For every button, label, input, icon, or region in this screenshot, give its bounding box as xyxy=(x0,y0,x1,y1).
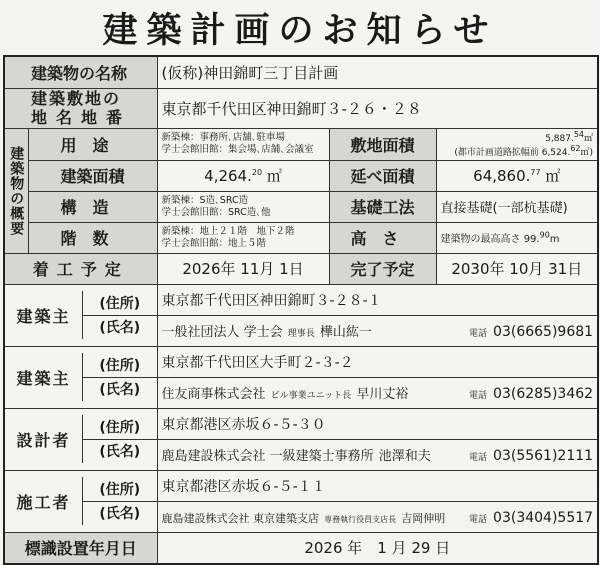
label-site-address-1: 建築敷地の xyxy=(31,89,122,108)
label-building-area: 建築面積 xyxy=(28,160,157,191)
owner2-tel: 03(6285)3462 xyxy=(493,386,594,402)
floors-line1: 新築棟：地上２１階 地下２階 xyxy=(161,225,295,237)
building-area-sup: 20 xyxy=(251,168,263,177)
contractor-name-label: (氏名) xyxy=(82,502,157,526)
owner2-address: 東京都千代田区大手町２-３-２ xyxy=(157,346,598,377)
contractor-address: 東京都港区赤坂６-５-１１ xyxy=(157,470,598,501)
owner1-person: 樺山紘一 xyxy=(319,325,372,340)
height-sup: 90 xyxy=(539,230,550,240)
owner2-name-cell xyxy=(157,377,598,408)
value-structure xyxy=(157,191,329,222)
designer-name-cell xyxy=(157,439,598,470)
usage-line2: 学士会館旧館：集会場､店舗､会議室 xyxy=(161,144,314,155)
designer-name: 鹿島建設株式会社 一級建築士事務所 xyxy=(161,449,374,464)
label-building-name: 建築物の名称 xyxy=(4,56,157,88)
label-contractor: 施工者 xyxy=(16,492,71,512)
site-area-sup2: 62 xyxy=(570,144,581,153)
owner2-addr-label: (住所) xyxy=(82,353,157,378)
designer-person: 池澤和夫 xyxy=(378,449,431,464)
label-structure: 構造 xyxy=(28,191,157,222)
owner1-name: 一般社団法人 学士会 xyxy=(161,325,283,340)
row-designer-address xyxy=(4,408,598,439)
label-designer: 設計者 xyxy=(16,430,71,450)
contractor-name-cell xyxy=(157,501,598,532)
owner1-tel-label: 電話 xyxy=(469,329,488,339)
height-unit: m xyxy=(549,234,560,245)
value-total-floor-area xyxy=(436,160,598,191)
label-owner2: 建築主 xyxy=(16,368,71,388)
row-building-name xyxy=(4,56,598,88)
height-pre: 建築物の最高高さ 99. xyxy=(440,234,540,245)
value-site-area xyxy=(436,128,598,160)
owner1-role: 理事長 xyxy=(287,329,315,339)
building-area-unit: ㎡ xyxy=(266,167,282,185)
value-posted: 2026 年 1 月 29 日 xyxy=(157,532,598,564)
designer-tel: 03(5561)2111 xyxy=(493,448,594,464)
label-completion: 完了予定 xyxy=(329,253,436,284)
usage-line1: 新築棟：事務所､店舗､駐車場 xyxy=(161,132,286,143)
label-site-address-2: 地名地番 xyxy=(31,108,132,127)
owner1-address: 東京都千代田区神田錦町３-２８-１ xyxy=(157,284,598,315)
contractor-role: 専務執行役員支店長 xyxy=(324,515,397,524)
contractor-tel: 03(3404)5517 xyxy=(493,510,594,526)
total-floor-area-sup: 77 xyxy=(530,168,541,177)
owner1-name-label: (氏名) xyxy=(82,316,157,340)
value-start: 2026年 11月 1日 xyxy=(157,253,329,284)
value-height xyxy=(436,222,598,253)
label-owner1: 建築主 xyxy=(16,306,71,326)
label-floors: 階数 xyxy=(28,222,157,253)
label-start: 着工予定 xyxy=(4,253,157,284)
designer-name-label: (氏名) xyxy=(82,440,157,464)
label-posted: 標識設置年月日 xyxy=(4,532,157,564)
designer-addr-label: (住所) xyxy=(82,415,157,440)
label-site-address xyxy=(4,88,157,128)
value-foundation: 直接基礎(一部杭基礎) xyxy=(436,191,598,222)
owner1-tel: 03(6665)9681 xyxy=(493,324,594,340)
value-floors xyxy=(157,222,329,253)
row-usage xyxy=(4,128,598,160)
owner2-name-label: (氏名) xyxy=(82,378,157,402)
owner2-tel-label: 電話 xyxy=(469,391,488,401)
label-foundation: 基礎工法 xyxy=(329,191,436,222)
site-area-sup: 54 xyxy=(573,130,585,139)
label-total-floor-area: 延べ面積 xyxy=(329,160,436,191)
site-area-post: ㎡) xyxy=(580,148,594,158)
row-posted xyxy=(4,532,598,564)
structure-line1: 新築棟：S造､SRC造 xyxy=(161,194,249,206)
total-floor-area-num: 64,860. xyxy=(473,167,531,185)
owner1-addr-label: (住所) xyxy=(82,291,157,316)
page-title: 建築計画のお知らせ xyxy=(102,11,498,51)
value-usage xyxy=(157,128,329,160)
label-overview: 建築物の概要 xyxy=(4,128,28,253)
row-building-area xyxy=(4,160,598,191)
row-floors xyxy=(4,222,598,253)
label-site-area: 敷地面積 xyxy=(329,128,436,160)
contractor-tel-label: 電話 xyxy=(469,515,488,525)
value-building-area xyxy=(157,160,329,191)
contractor-addr-label: (住所) xyxy=(82,477,157,502)
row-structure xyxy=(4,191,598,222)
floors-line2: 学士会館旧館：地上５階 xyxy=(161,237,267,249)
owner1-name-cell xyxy=(157,315,598,346)
row-owner2-address xyxy=(4,346,598,377)
owner1-label-cell xyxy=(4,284,157,346)
row-owner1-address xyxy=(4,284,598,315)
total-floor-area-unit: ㎡ xyxy=(545,167,561,185)
contractor-name: 鹿島建設株式会社 東京建築支店 xyxy=(161,512,320,525)
row-schedule xyxy=(4,253,598,284)
owner2-label-cell xyxy=(4,346,157,408)
site-area-pre: (都市計画道路拡幅前 6,524. xyxy=(454,148,571,158)
contractor-label-cell xyxy=(4,470,157,532)
owner2-role: ビル事業ユニット長 xyxy=(270,391,352,401)
row-site-address xyxy=(4,88,598,128)
info-table xyxy=(3,55,599,565)
designer-address: 東京都港区赤坂６-５-３０ xyxy=(157,408,598,439)
value-completion: 2030年 10月 31日 xyxy=(436,253,598,284)
designer-tel-label: 電話 xyxy=(469,453,488,463)
contractor-person: 吉岡伸明 xyxy=(401,512,446,525)
site-area-unit: ㎡ xyxy=(584,134,594,144)
site-area-num: 5,887. xyxy=(545,134,574,144)
row-contractor-address xyxy=(4,470,598,501)
building-area-num: 4,264. xyxy=(204,167,252,185)
owner2-name: 住友商事株式会社 xyxy=(161,387,266,402)
owner2-person: 早川丈裕 xyxy=(356,387,409,402)
label-usage: 用途 xyxy=(28,128,157,160)
label-height: 高さ xyxy=(329,222,436,253)
value-building-name: (仮称)神田錦町三丁目計画 xyxy=(157,56,598,88)
designer-label-cell xyxy=(4,408,157,470)
structure-line2: 学士会館旧館：SRC造､他 xyxy=(161,206,271,218)
value-site-address: 東京都千代田区神田錦町３-２６・２８ xyxy=(157,88,598,128)
